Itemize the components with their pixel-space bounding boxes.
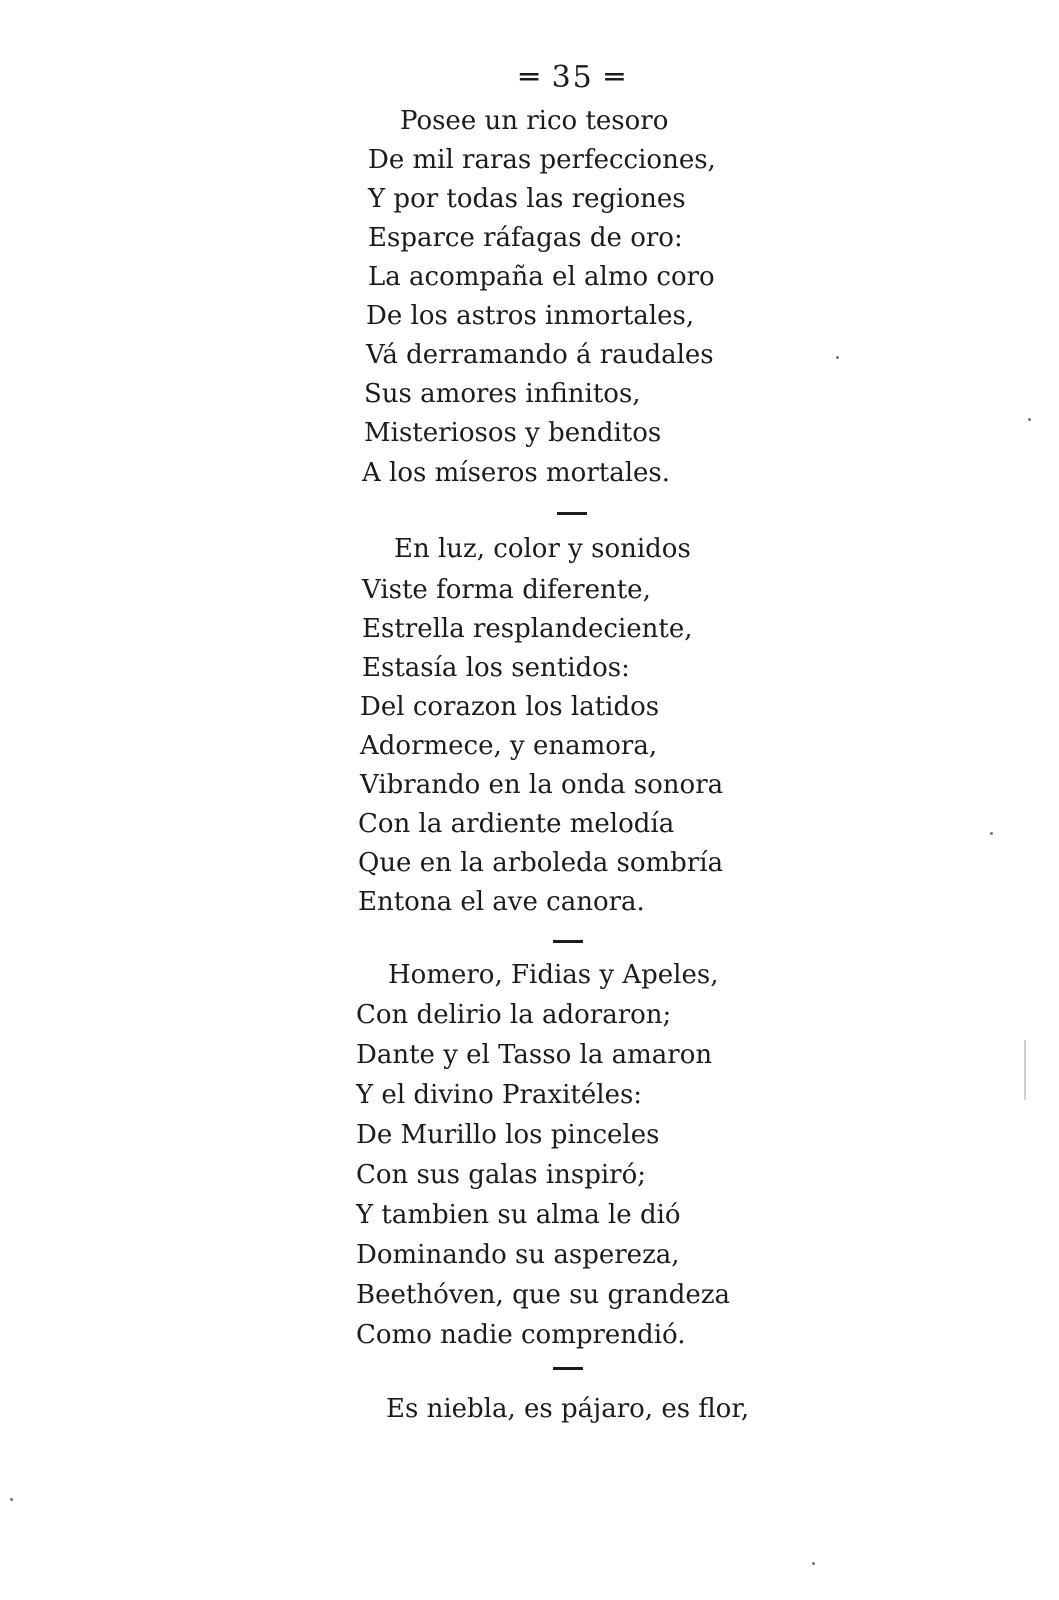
verse-line: Con delirio la adoraron; bbox=[356, 1000, 672, 1030]
verse-line: Entona el ave canora. bbox=[358, 887, 645, 917]
verse-line: La acompaña el almo coro bbox=[368, 262, 715, 292]
verse-line: Beethóven, que su grandeza bbox=[356, 1280, 731, 1310]
verse-line: Es niebla, es pájaro, es flor, bbox=[386, 1394, 750, 1424]
verse-line: De mil raras perfecciones, bbox=[368, 145, 716, 175]
verse-line: Vibrando en la onda sonora bbox=[360, 770, 724, 800]
verse-line: Dominando su aspereza, bbox=[356, 1240, 680, 1270]
verse-line: Que en la arboleda sombría bbox=[358, 848, 724, 878]
verse-line: Como nadie comprendió. bbox=[356, 1320, 686, 1350]
verse-line: Y tambien su alma le dió bbox=[356, 1200, 681, 1230]
paper-speck bbox=[990, 832, 993, 835]
verse-line: Sus amores infinitos, bbox=[364, 379, 641, 409]
stanza-divider bbox=[553, 1367, 583, 1370]
verse-line: Adormece, y enamora, bbox=[360, 731, 658, 761]
verse-line: Y el divino Praxitéles: bbox=[356, 1080, 643, 1110]
verse-line: Con la ardiente melodía bbox=[358, 809, 675, 839]
paper-speck bbox=[812, 1562, 815, 1565]
verse-line: Y por todas las regiones bbox=[368, 184, 686, 214]
verse-line: Del corazon los latidos bbox=[360, 692, 660, 722]
verse-line: Viste forma diferente, bbox=[362, 575, 651, 605]
paper-speck bbox=[836, 356, 839, 359]
verse-line: Vá derramando á raudales bbox=[366, 340, 714, 370]
verse-line: Estasía los sentidos: bbox=[362, 653, 630, 683]
verse-line: En luz, color y sonidos bbox=[394, 534, 691, 564]
verse-line: A los míseros mortales. bbox=[362, 458, 671, 488]
verse-line: Esparce ráfagas de oro: bbox=[368, 223, 683, 253]
verse-line: Estrella resplandeciente, bbox=[362, 614, 693, 644]
verse-line: Con sus galas inspiró; bbox=[356, 1160, 647, 1190]
verse-line: Homero, Fidias y Apeles, bbox=[388, 960, 719, 990]
paper-mark bbox=[1024, 1040, 1026, 1100]
verse-line: De los astros inmortales, bbox=[366, 301, 695, 331]
verse-line: Misteriosos y benditos bbox=[364, 418, 662, 448]
page-number: ═ 35 ═ bbox=[520, 60, 626, 95]
verse-line: Dante y el Tasso la amaron bbox=[356, 1040, 713, 1070]
verse-line: Posee un rico tesoro bbox=[400, 106, 669, 136]
paper-speck bbox=[10, 1498, 13, 1501]
stanza-divider bbox=[557, 512, 587, 515]
stanza-divider bbox=[553, 940, 583, 943]
verse-line: De Murillo los pinceles bbox=[356, 1120, 660, 1150]
paper-speck bbox=[1028, 418, 1031, 421]
